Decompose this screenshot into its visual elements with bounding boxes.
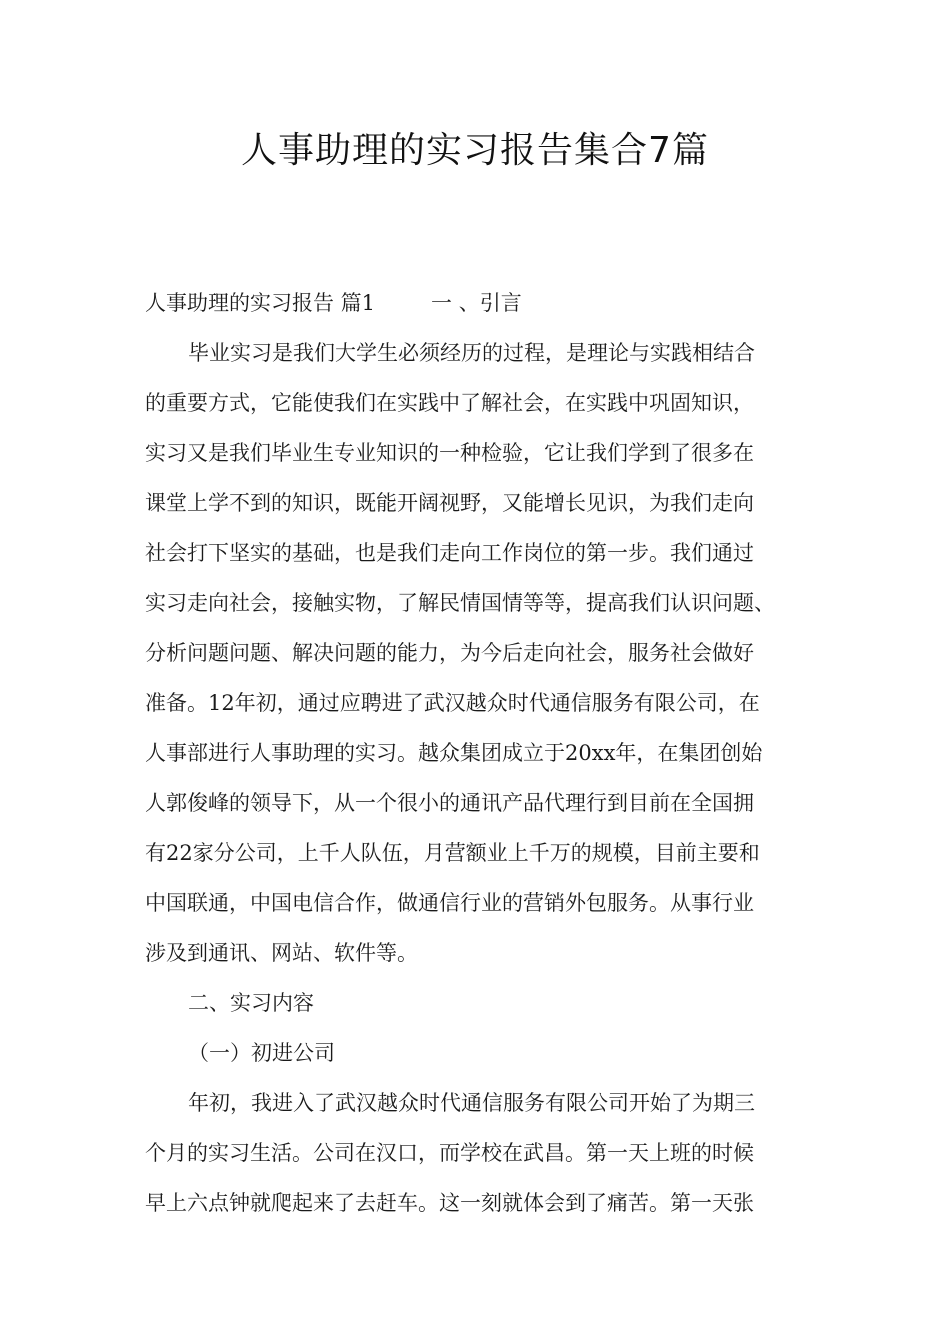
paragraph-line: 准备。12年初，通过应聘进了武汉越众时代通信服务有限公司，在 [145, 691, 760, 715]
paragraph-line: 有22家分公司，上千人队伍，月营额业上千万的规模，目前主要和 [145, 841, 760, 865]
section-heading-line [145, 278, 810, 328]
paragraph-line: 课堂上学不到的知识，既能开阔视野，又能增长见识，为我们走向 [145, 491, 754, 515]
paragraph-line: 实习又是我们毕业生专业知识的一种检验，它让我们学到了很多在 [145, 441, 754, 465]
paragraph-line: 实习走向社会，接触实物，了解民情国情等等，提高我们认识问题、 [145, 591, 775, 615]
paragraph-line: 早上六点钟就爬起来了去赶车。这一刻就体会到了痛苦。第一天张 [145, 1191, 754, 1215]
paragraph-line: 人事部进行人事助理的实习。越众集团成立于20xx年，在集团创始 [145, 741, 763, 765]
paragraph-line: 毕业实习是我们大学生必须经历的过程，是理论与实践相结合 [188, 341, 755, 365]
document-title: 人事助理的实习报告集合7篇 [241, 130, 709, 171]
paragraph-line: 涉及到通讯、网站、软件等。 [145, 941, 418, 965]
section-heading: 二、实习内容 [188, 991, 314, 1015]
subsection-heading: （一）初进公司 [188, 1041, 335, 1065]
paragraph-line: 分析问题问题、解决问题的能力，为今后走向社会，服务社会做好 [145, 641, 754, 665]
paragraph-line: 人郭俊峰的领导下，从一个很小的通讯产品代理行到目前在全国拥 [145, 791, 754, 815]
document-body [145, 278, 810, 1228]
paragraph-line: 社会打下坚实的基础，也是我们走向工作岗位的第一步。我们通过 [145, 541, 754, 565]
paragraph-line: 年初，我进入了武汉越众时代通信服务有限公司开始了为期三 [188, 1091, 755, 1115]
paragraph-line: 个月的实习生活。公司在汉口，而学校在武昌。第一天上班的时候 [145, 1141, 754, 1165]
paragraph-line: 中国联通，中国电信合作，做通信行业的营销外包服务。从事行业 [145, 891, 754, 915]
paragraph-line: 的重要方式，它能使我们在实践中了解社会，在实践中巩固知识， [145, 391, 754, 415]
section-intro-heading: 一 、引言 [431, 291, 522, 315]
report-label: 人事助理的实习报告 篇1 [145, 291, 376, 315]
